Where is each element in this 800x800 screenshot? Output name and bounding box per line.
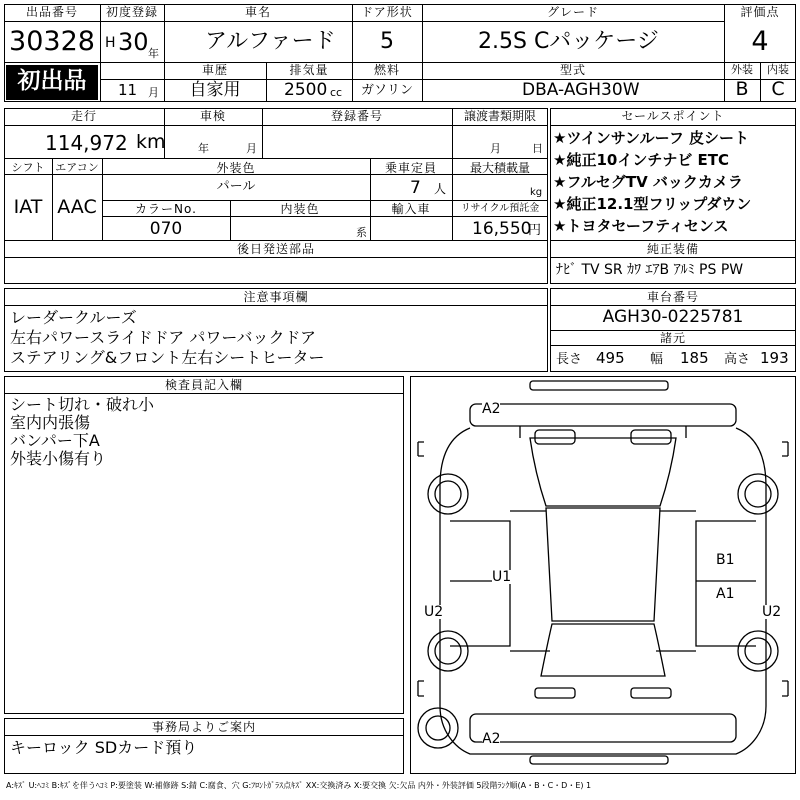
history-label: 車歴: [201, 63, 228, 77]
note-line: 左右パワースライドドア パワーバックドア: [10, 328, 317, 347]
exterior-color-label: 外装色: [216, 161, 256, 175]
grade: 2.5S Cパッケージ: [478, 29, 659, 54]
divider: [4, 240, 548, 241]
damage-mark: B1: [716, 552, 735, 568]
shift-label: シフト: [11, 161, 45, 174]
divider: [102, 216, 548, 217]
transfer-day-unit: 日: [532, 142, 543, 155]
office-label: 事務局よりご案内: [151, 720, 256, 734]
year-unit: 年: [148, 47, 159, 60]
mileage-label: 走行: [70, 109, 97, 123]
recycle-fee-unit: 円: [528, 223, 542, 238]
aircon: AAC: [57, 196, 97, 218]
color-number-label: カラーNo.: [135, 202, 197, 216]
recycle-fee-label: リサイクル預託金: [460, 203, 540, 214]
height-label: 高さ: [724, 352, 751, 367]
note-line: ステアリング&フロント左右シートヒーター: [10, 348, 325, 367]
door-type-label: ドア形状: [361, 5, 413, 19]
capacity-label: 乗車定員: [384, 161, 437, 175]
office-note: キーロック SDカード預り: [10, 738, 198, 757]
car-outline: [410, 376, 796, 774]
displacement-label: 排気量: [289, 63, 329, 77]
divider: [550, 125, 796, 126]
divider: [102, 200, 548, 201]
damage-mark: U1: [492, 569, 512, 585]
capacity: 7: [410, 178, 421, 198]
inspector-line: 室内内張傷: [10, 413, 91, 432]
inspection-month-unit: 月: [246, 142, 257, 155]
displacement: 2500: [284, 80, 328, 100]
divider: [4, 158, 548, 159]
registration-month: 11: [118, 81, 138, 99]
car-name-label: 車名: [244, 5, 271, 19]
damage-mark: A2: [482, 401, 501, 417]
door-count: 5: [380, 29, 394, 54]
score-label: 評価点: [740, 5, 780, 19]
inspection-year-unit: 年: [198, 142, 209, 155]
width: 185: [680, 349, 709, 367]
color-number: 070: [149, 219, 183, 239]
divider: [550, 240, 796, 241]
later-parts-label: 後日発送部品: [236, 242, 315, 256]
mileage-unit: km: [136, 131, 166, 153]
lot-number: 30328: [9, 26, 95, 57]
notes-label: 注意事項欄: [243, 290, 309, 304]
damage-mark: U2: [424, 604, 444, 620]
inspector-label: 検査員記入欄: [164, 378, 243, 392]
divider: [4, 393, 404, 394]
damage-mark: U2: [762, 604, 782, 620]
inspector-line: シート切れ・破れ小: [10, 395, 155, 414]
divider: [4, 125, 548, 126]
divider: [550, 257, 796, 258]
divider: [4, 174, 548, 175]
sales-point: ★トヨタセーフティセンス: [553, 217, 729, 235]
model: DBA-AGH30W: [522, 80, 640, 100]
sales-point: ★純正10インチナビ ETC: [553, 151, 730, 169]
divider: [550, 345, 796, 346]
dimensions-label: 諸元: [659, 331, 686, 345]
recycle-fee: 16,550: [472, 219, 532, 239]
first-listing-label: 初出品: [17, 68, 87, 94]
interior-grade-label: 内装: [767, 63, 789, 76]
divider: [550, 305, 796, 306]
length-label: 長さ: [556, 352, 583, 367]
first-registration-label: 初度登録: [105, 5, 158, 19]
model-label: 型式: [559, 63, 586, 77]
chassis-number: AGH30-0225781: [602, 307, 744, 327]
sales-point: ★純正12.1型フリップダウン: [553, 195, 752, 213]
header-divider: [4, 62, 100, 63]
inspector-line: バンパー下A: [10, 431, 100, 450]
score: 4: [751, 26, 769, 57]
equipment: ﾅﾋﾞ TV SR ｶﾜ ｴｱB ｱﾙﾐ PS PW: [556, 262, 744, 278]
note-line: レーダークルーズ: [10, 308, 137, 327]
exterior-color: パール: [216, 179, 256, 194]
sales-point: ★フルセグTV バックカメラ: [553, 173, 743, 191]
interior-color-label: 内装色: [280, 202, 320, 216]
height: 193: [760, 349, 789, 367]
interior-color-unit: 系: [356, 226, 367, 239]
interior-grade: C: [771, 78, 785, 100]
width-label: 幅: [650, 352, 664, 367]
aircon-label: エアコン: [55, 161, 99, 174]
month-unit: 月: [148, 86, 159, 99]
fuel: ガソリン: [360, 83, 413, 98]
capacity-unit: 人: [434, 182, 447, 196]
transfer-deadline-label: 譲渡書類期限: [463, 109, 536, 123]
divider: [100, 4, 101, 102]
exterior-grade-label: 外装: [731, 63, 753, 76]
length: 495: [596, 349, 625, 367]
damage-mark: A2: [482, 731, 501, 747]
exterior-grade: B: [735, 78, 749, 100]
mileage: 114,972: [45, 131, 128, 155]
car-name: アルファード: [205, 29, 336, 54]
max-load-label: 最大積載量: [469, 161, 530, 175]
plate-number-label: 登録番号: [330, 109, 383, 123]
sales-point: ★ツインサンルーフ 皮シート: [553, 129, 750, 147]
sales-points-label: セールスポイント: [621, 109, 725, 123]
fuel-label: 燃料: [373, 63, 400, 77]
divider: [4, 735, 404, 736]
divider: [4, 305, 548, 306]
era-letter: H: [105, 35, 116, 51]
transfer-month-unit: 月: [490, 142, 501, 155]
damage-mark: A1: [716, 586, 735, 602]
legend: A:ｷｽﾞ U:ﾍｺﾐ B:ｷｽﾞを伴うﾍｺﾐ P:要塗装 W:補修跡 S:錆 C:腐食、穴 G:ﾌﾛﾝﾄｶﾞﾗｽ点ｷｽﾞ XX:交換済み X:要交換 欠:欠品 内外・外装評価 5段階ﾗﾝｸ順(A・B・C・D・E) 1: [6, 781, 592, 790]
inspection-label: 車検: [199, 109, 226, 123]
import-car-label: 輸入車: [391, 202, 431, 216]
equipment-label: 純正装備: [646, 242, 699, 256]
divider: [4, 21, 724, 22]
inspector-line: 外装小傷有り: [10, 449, 107, 468]
max-load-unit: kg: [530, 187, 543, 198]
displacement-unit: cc: [330, 86, 343, 99]
grade-label: グレード: [546, 5, 599, 19]
registration-year: 30: [118, 28, 149, 56]
chassis-label: 車台番号: [646, 290, 699, 304]
divider: [4, 257, 548, 258]
history: 自家用: [189, 80, 241, 100]
shift: IAT: [13, 196, 43, 218]
lot-number-label: 出品番号: [25, 5, 78, 19]
